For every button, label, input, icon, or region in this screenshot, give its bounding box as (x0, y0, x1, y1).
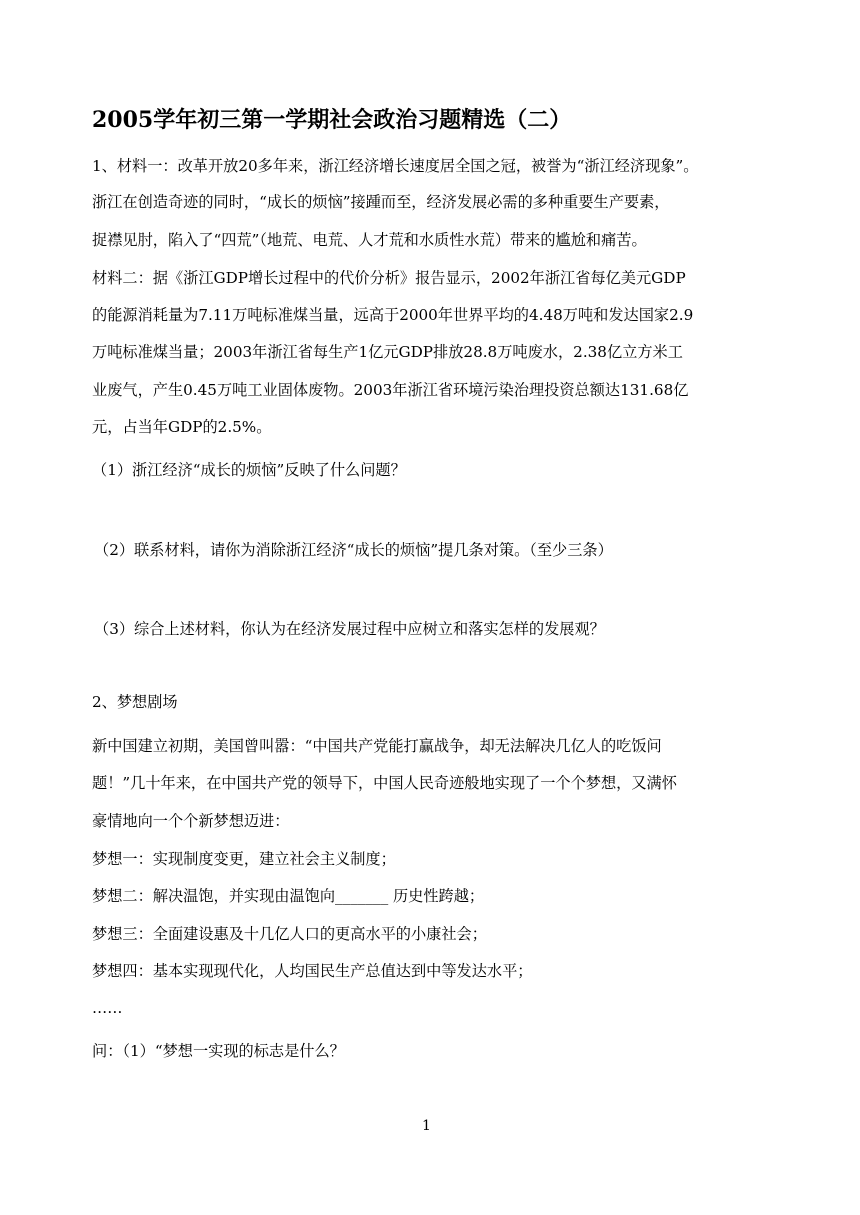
question-2: （2）联系材料，请你为消除浙江经济“成长的烦恼”提几条对策。（至少三条） (94, 541, 613, 559)
material2-line-2: 的能源消耗量为7.11万吨标准煤当量，远高于2000年世界平均的4.48万吨和发达国家2.9 (92, 306, 694, 324)
section2-intro-line-1: 新中国建立初期，美国曾叫嚣：“中国共产党能打赢战争，却无法解决几亿人的吃饭问 (92, 737, 662, 755)
section2-question-1: 问：（1）“梦想一实现的标志是什么？ (92, 1042, 345, 1060)
material1-line-1: 1、材料一：改革开放20多年来，浙江经济增长速度居全国之冠，被誉为“浙江经济现象”。 (92, 157, 699, 175)
document-title: 2005学年初三第一学期社会政治习题精选（二） (92, 107, 572, 133)
dream-1: 梦想一：实现制度变更，建立社会主义制度； (92, 850, 396, 868)
ellipsis: …… (92, 999, 123, 1017)
material2-line-5: 元，占当年GDP的2.5%。 (92, 418, 272, 436)
section2-heading: 2、梦想剧场 (92, 693, 178, 711)
material1-line-2: 浙江在创造奇迹的同时，“成长的烦恼”接踵而至，经济发展必需的多种重要生产要素， (92, 193, 670, 211)
material2-line-4: 业废气，产生0.45万吨工业固体废物。2003年浙江省环境污染治理投资总额达131.68亿 (92, 381, 689, 399)
question-3: （3）综合上述材料，你认为在经济发展过程中应树立和落实怎样的发展观？ (94, 620, 605, 638)
dream-3: 梦想三：全面建设惠及十几亿人口的更高水平的小康社会； (92, 925, 487, 943)
material1-line-3: 捉襟见肘，陷入了“四荒”（地荒、电荒、人才荒和水质性水荒）带来的尴尬和痛苦。 (92, 231, 647, 249)
question-1: （1）浙江经济“成长的烦恼”反映了什么问题？ (92, 461, 406, 479)
section2-intro-line-3: 豪情地向一个个新梦想迈进： (92, 812, 290, 830)
dream-4: 梦想四：基本实现现代化，人均国民生产总值达到中等发达水平； (92, 962, 533, 980)
material2-line-3: 万吨标准煤当量；2003年浙江省每生产1亿元GDP排放28.8万吨废水，2.38亿立方米工 (92, 343, 683, 361)
dream-2: 梦想二：解决温饱，并实现由温饱向_______ 历史性跨越； (92, 887, 485, 905)
page-number: 1 (422, 1118, 431, 1134)
material2-line-1: 材料二：据《浙江GDP增长过程中的代价分析》报告显示，2002年浙江省每亿美元GDP (92, 269, 686, 287)
section2-intro-line-2: 题！”几十年来，在中国共产党的领导下，中国人民奇迹般地实现了一个个梦想，又满怀 (92, 774, 677, 792)
